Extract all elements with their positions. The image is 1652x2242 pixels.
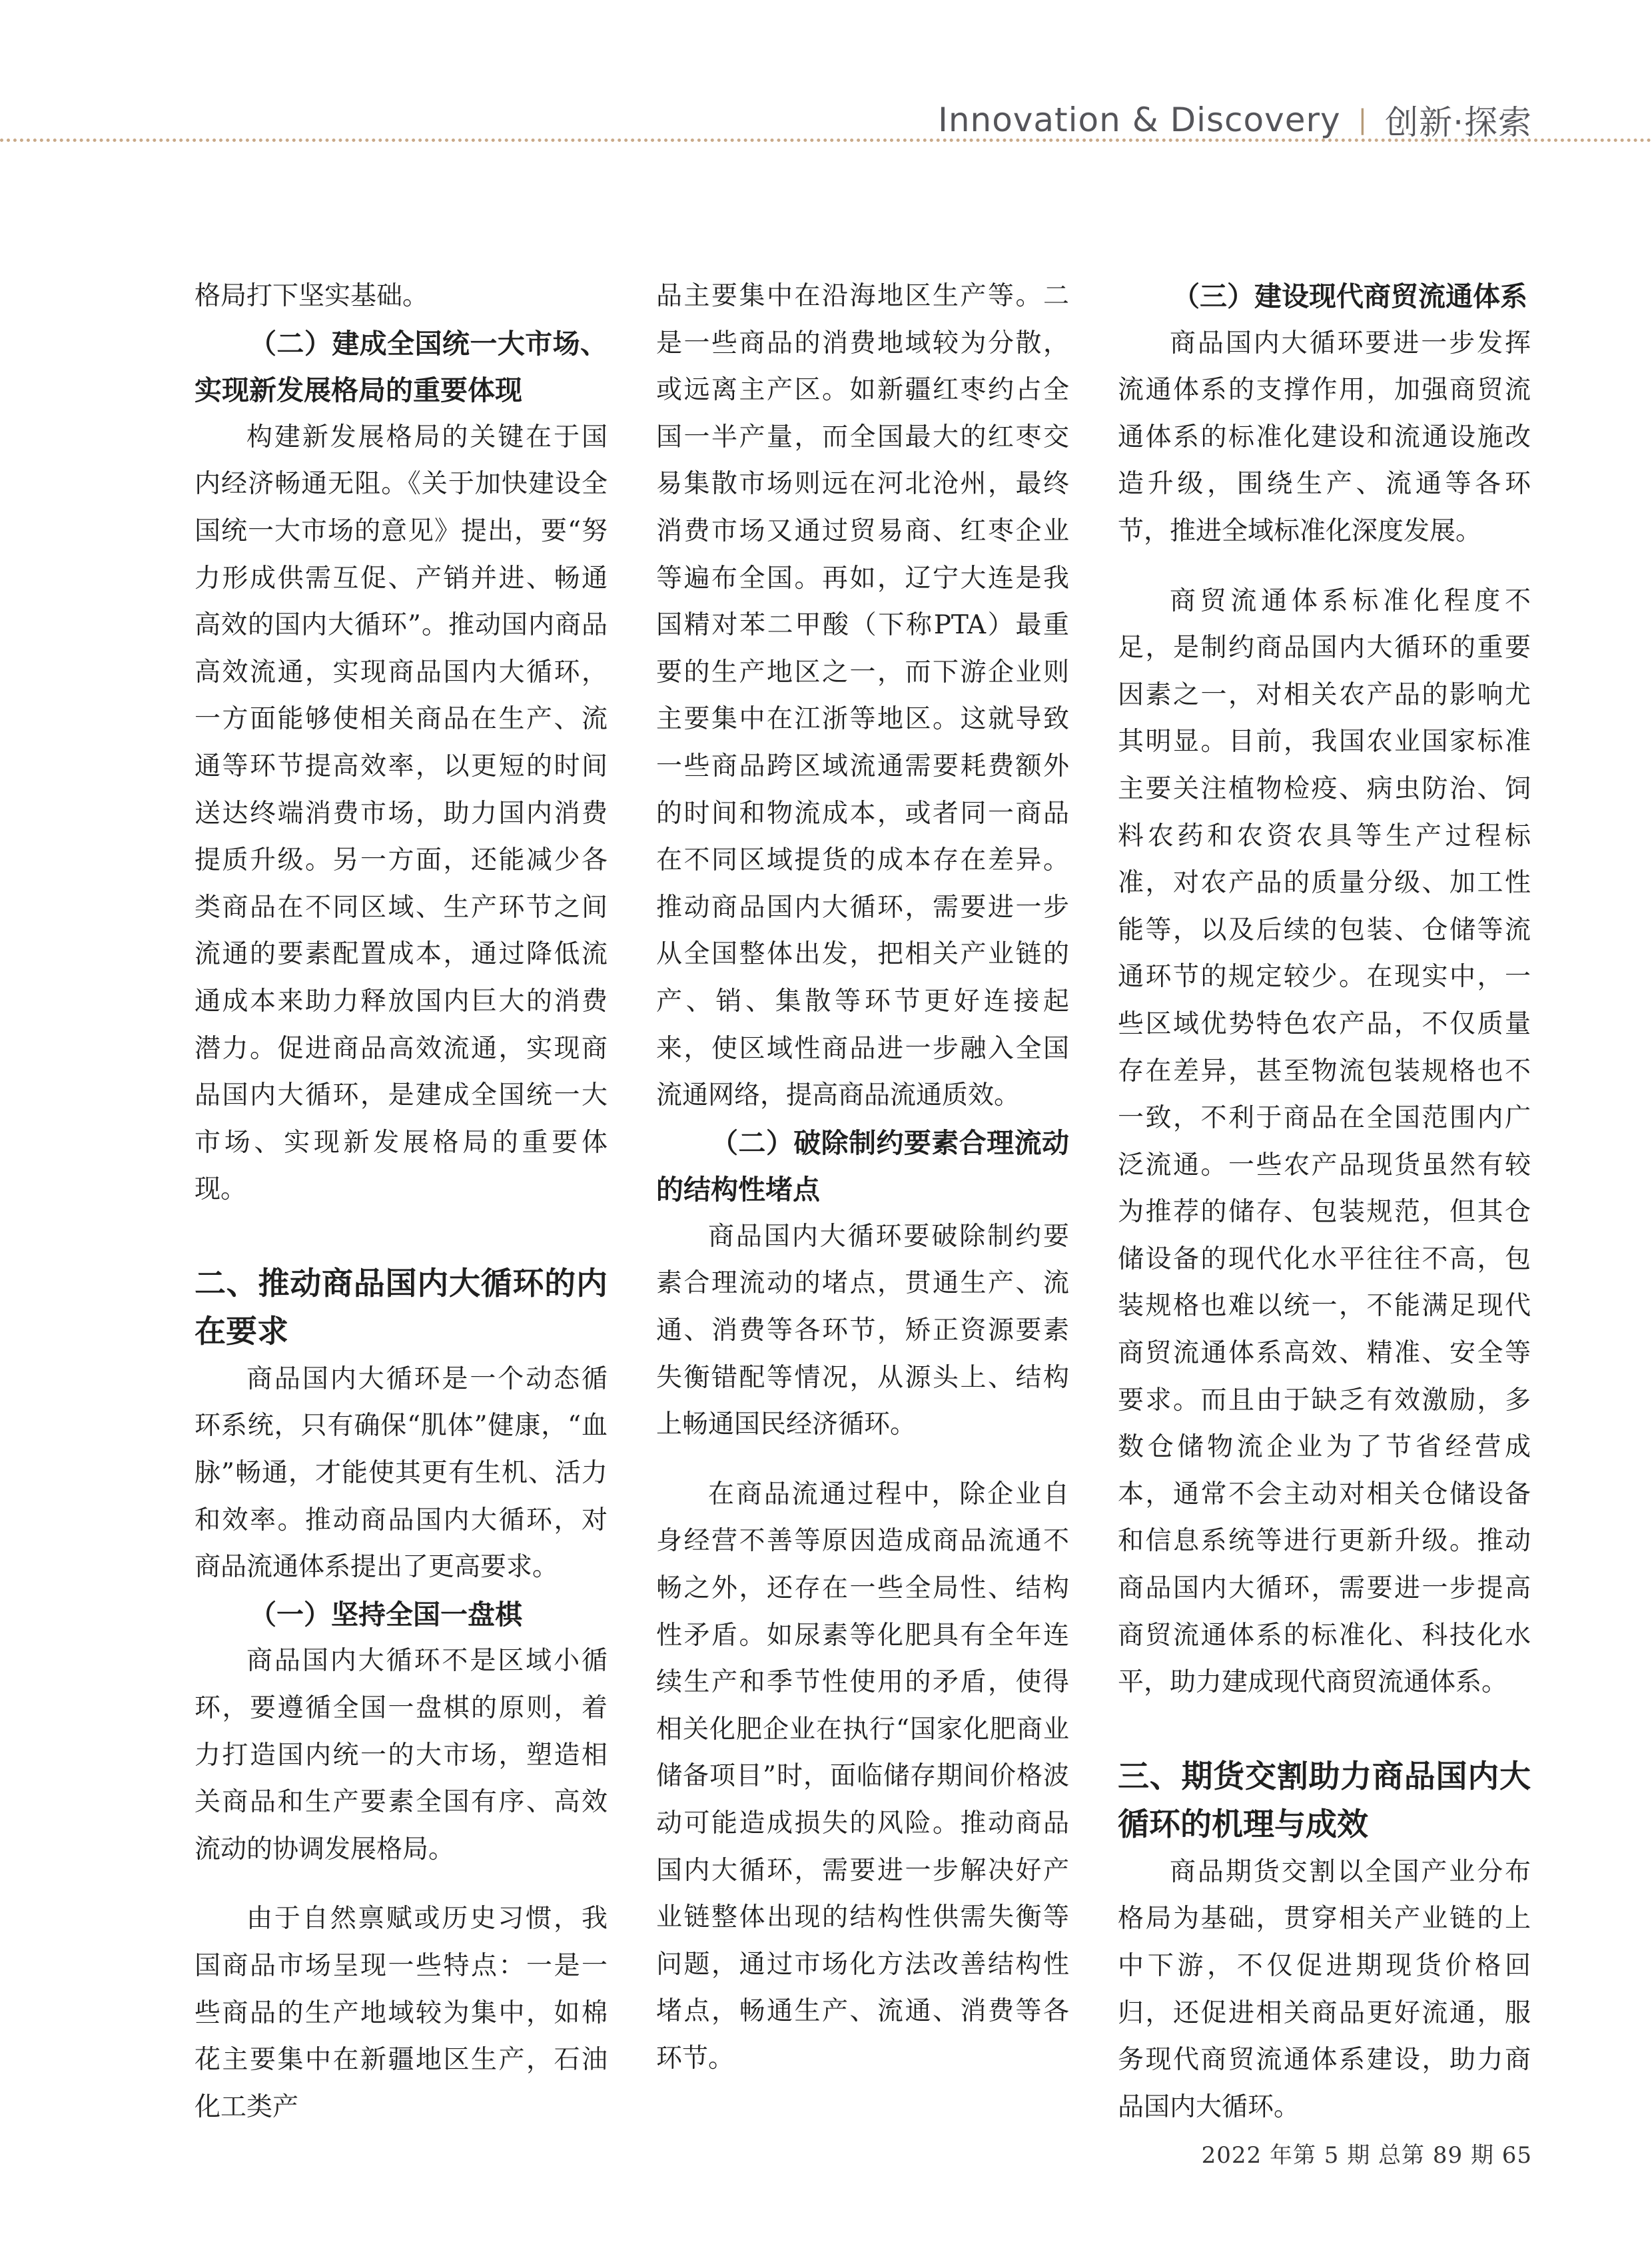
paragraph: 由于自然禀赋或历史习惯，我国商品市场呈现一些特点：一是一些商品的生产地域较为集中，如棉花主要集中在新疆地区生产，石油化工类产 — [195, 1904, 608, 2122]
paragraph: 在商品流通过程中，除企业自身经营不善等原因造成商品流通不畅之外，还存在一些全局性、结构性矛盾。如尿素等化肥具有全年连续生产和季节性使用的矛盾，使得相关化肥企业在执行“国家化肥商业储备项目”时，面临储存期间价格波动可能造成损失的风险。推动商品国内大循环，需要进一步解决好产业链整体出现的结构性供需失衡等问题，通过市场化方法改善结构性堵点，畅通生产、流通、消费等各环节。 — [656, 1479, 1069, 2073]
subsection-heading: （三）建设现代商贸流通体系 — [1172, 280, 1527, 312]
paragraph: 构建新发展格局的关键在于国内经济畅通无阻。《关于加快建设全国统一大市场的意见》提出，要“努力形成供需互促、产销并进、畅通高效的国内大循环”。推动国内商品高效流通，实现商品国内大循环，一方面能够使相关商品在生产、流通等环节提高效率，以更短的时间送达终端消费市场，助力国内消费提质升级。另一方面，还能减少各类商品在不同区域、生产环节之间流通的要素配置成本，通过降低流通成本来助力释放国内巨大的消费潜力。促进商品高效流通，实现商品国内大循环，是建成全国统一大市场、实现新发展格局的重要体现。 — [195, 422, 608, 1205]
paragraph: 商品国内大循环要进一步发挥流通体系的支撑作用，加强商贸流通体系的标准化建设和流通设施改造升级，围绕生产、流通等各环节，推进全域标准化深度发展。 — [1118, 328, 1531, 546]
paragraph: 品主要集中在沿海地区生产等。二是一些商品的消费地域较为分散，或远离主产区。如新疆红枣约占全国一半产量，而全国最大的红枣交易集散市场则远在河北沧州，最终消费市场又通过贸易商、红枣企业等遍布全国。再如，辽宁大连是我国精对苯二甲酸（下称PTA）最重要的生产地区之一，而下游企业则主要集中在江浙等地区。这就导致一些商品跨区域流通需要耗费额外的时间和物流成本，或者同一商品在不同区域提货的成本存在差异。推动商品国内大循环，需要进一步从全国整体出发，把相关产业链的产、销、集散等环节更好连接起来，使区域性商品进一步融入全国流通网络，提高商品流通质效。 — [656, 281, 1069, 1111]
paragraph: 商品国内大循环要破除制约要素合理流动的堵点，贯通生产、流通、消费等各环节，矫正资源要素失衡错配等情况，从源头上、结构上畅通国民经济循环。 — [656, 1221, 1069, 1440]
subsection-heading: （一）坚持全国一盘棋 — [249, 1598, 522, 1631]
header-english-title: Innovation & Discovery — [938, 101, 1341, 139]
paragraph: 商贸流通体系标准化程度不足，是制约商品国内大循环的重要因素之一，对相关农产品的影响尤其明显。目前，我国农业国家标准主要关注植物检疫、病虫防治、饲料农药和农资农具等生产过程标准，对农产品的质量分级、加工性能等，以及后续的包装、仓储等流通环节的规定较少。在现实中，一些区域优势特色农产品，不仅质量存在差异，甚至物流包装规格也不一致，不利于商品在全国范围内广泛流通。一些农产品现货虽然有较为推荐的储存、包装规范，但其仓储设备的现代化水平往往不高，包装规格也难以统一，不能满足现代商贸流通体系高效、精准、安全等要求。而且由于缺乏有效激励，多数仓储物流企业为了节省经营成本，通常不会主动对相关仓储设备和信息系统等进行更新升级。推动商品国内大循环，需要进一步提高商贸流通体系的标准化、科技化水平，助力建成现代商贸流通体系。 — [1118, 585, 1531, 1698]
text-column-1 — [195, 273, 608, 2131]
subsection-heading: （二）建成全国统一大市场、实现新发展格局的重要体现 — [195, 327, 608, 407]
text-column-2 — [656, 273, 1069, 2083]
paragraph: 商品国内大循环不是区域小循环，要遵循全国一盘棋的原则，着力打造国内统一的大市场，塑造相关商品和生产要素全国有序、高效流动的协调发展格局。 — [195, 1646, 608, 1864]
text-column-3 — [1118, 273, 1531, 2131]
section-heading: 二、推动商品国内大循环的内在要求 — [195, 1265, 608, 1350]
header-chinese-title: 创新·探索 — [1385, 103, 1532, 142]
paragraph: 商品国内大循环是一个动态循环系统，只有确保“肌体”健康，“血脉”畅通，才能使其更有生机、活力和效率。推动商品国内大循环，对商品流通体系提出了更高要求。 — [195, 1363, 608, 1583]
section-heading: 三、期货交割助力商品国内大循环的机理与成效 — [1118, 1758, 1531, 1843]
subsection-heading: （二）破除制约要素合理流动的结构性堵点 — [656, 1126, 1069, 1206]
page-footer: 2022 年第 5 期 总第 89 期 65 — [1201, 2142, 1532, 2169]
paragraph: 格局打下坚实基础。 — [195, 281, 429, 311]
header-separator: | — [1358, 105, 1368, 135]
header-dotted-rule — [0, 139, 1652, 142]
paragraph: 商品期货交割以全国产业分布格局为基础，贯穿相关产业链的上中下游，不仅促进期现货价格回归，还促进相关商品更好流通，服务现代商贸流通体系建设，助力商品国内大循环。 — [1118, 1856, 1531, 2122]
running-header — [938, 87, 1532, 153]
